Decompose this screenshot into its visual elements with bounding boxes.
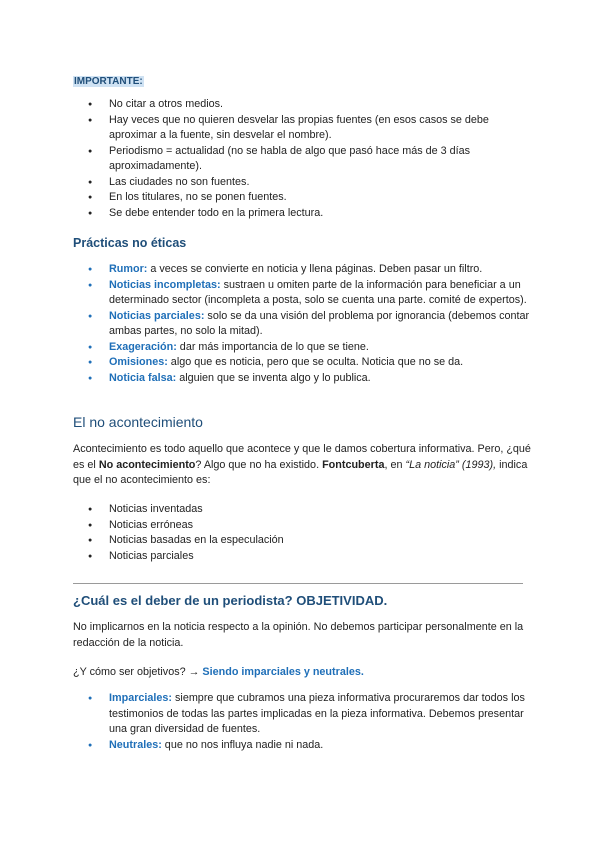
- objetividad-question: [73, 665, 533, 681]
- list-item: [73, 262, 533, 278]
- list-item: [73, 371, 533, 387]
- term: Rumor:: [109, 263, 148, 275]
- list-item: ● Noticias erróneas: [73, 518, 533, 534]
- section-title-deber: ¿Cuál es el deber de un periodista? OBJETIVIDAD.: [73, 593, 388, 608]
- list-item: ● Periodismo = actualidad (no se habla de algo que pasó hace más de 3 días aproximadamente).: [73, 144, 533, 175]
- term: Omisiones:: [109, 356, 168, 368]
- deber-list: [73, 691, 533, 753]
- text-run: Acontecimiento es todo aquello que acontece y que le damos cobertura informativa. Pero, ¿qué es el: [73, 443, 531, 471]
- book-title: “La noticia” (1993),: [405, 458, 497, 471]
- list-item: ● Noticias parciales: [73, 549, 533, 565]
- definition: algo que es noticia, pero que se oculta. Noticia que no se da.: [167, 356, 464, 368]
- definition: siempre que cubramos una pieza informativa procuraremos dar todos los testimonios de todas las partes implicadas en la pieza informativa. Debemos presentar una gran diversidad de fuentes.: [109, 692, 525, 735]
- term: Exageración:: [109, 340, 177, 353]
- list-item: ● Hay veces que no quieren desvelar las propias fuentes (en esos casos se debe aproximar a la fuente, sin desvelar el nombre).: [73, 113, 533, 144]
- text-run: ? Algo que no ha existido.: [195, 458, 323, 471]
- definition: a veces se convierte en noticia y llena páginas. Deben pasar un filtro.: [147, 263, 483, 275]
- term: Noticia falsa:: [109, 371, 177, 384]
- definition: dar más importancia de lo que se tiene.: [176, 340, 369, 353]
- definition: que no nos influya nadie ni nada.: [161, 738, 324, 751]
- list-item: ● Se debe entender todo en la primera lectura.: [73, 206, 533, 222]
- text-run: , en: [384, 458, 406, 471]
- list-item: ● No citar a otros medios.: [73, 97, 533, 113]
- text-run: ¿Y cómo ser objetivos? →: [73, 666, 203, 678]
- term: Imparciales:: [109, 692, 173, 704]
- section-title-no-eticas: Prácticas no éticas: [73, 236, 187, 250]
- important-list: [73, 97, 533, 221]
- author-name: Fontcuberta: [322, 458, 385, 471]
- text-run-bold: No acontecimiento: [98, 458, 196, 471]
- no-eticas-list: [73, 262, 533, 386]
- text-run: indica que el no acontecimiento es:: [73, 458, 528, 486]
- definition: solo se da una visión del problema por ignorancia (debemos contar ambas partes, no solo la mitad).: [109, 309, 530, 337]
- list-item: ● En los titulares, no se ponen fuentes.: [73, 190, 533, 206]
- list-item: ● Noticias basadas en la especulación: [73, 533, 533, 549]
- text-run-highlight: Siendo imparciales y neutrales.: [202, 666, 364, 678]
- list-item: [73, 309, 533, 340]
- important-label-wrap: [73, 71, 533, 89]
- list-item: [73, 355, 533, 371]
- definition: alguien que se inventa algo y lo publica.: [176, 371, 371, 384]
- list-item: ● Noticias inventadas: [73, 502, 533, 518]
- list-item: [73, 691, 533, 738]
- term: Noticias parciales:: [109, 309, 205, 322]
- deber-paragraph: No implicarnos en la noticia respecto a la opinión. No debemos participar personalmente en la redacción de la noticia.: [73, 621, 524, 649]
- list-item: [73, 340, 533, 356]
- horizontal-divider: [73, 583, 523, 584]
- definition: sustraen u omiten parte de la información para beneficiar a un determinado sector (incompleta a posta, solo se cuenta una parte. comité de expertos).: [109, 278, 527, 306]
- important-label: IMPORTANTE:: [74, 76, 143, 87]
- no-acontecimiento-list: [73, 502, 533, 564]
- term: Neutrales:: [109, 738, 162, 751]
- section-title-no-acontecimiento: El no acontecimiento: [73, 414, 203, 430]
- list-item: [73, 738, 533, 754]
- list-item: [73, 278, 533, 309]
- no-acontecimiento-paragraph: [73, 442, 533, 489]
- term: Noticias incompletas:: [109, 278, 221, 291]
- list-item: ● Las ciudades no son fuentes.: [73, 175, 533, 191]
